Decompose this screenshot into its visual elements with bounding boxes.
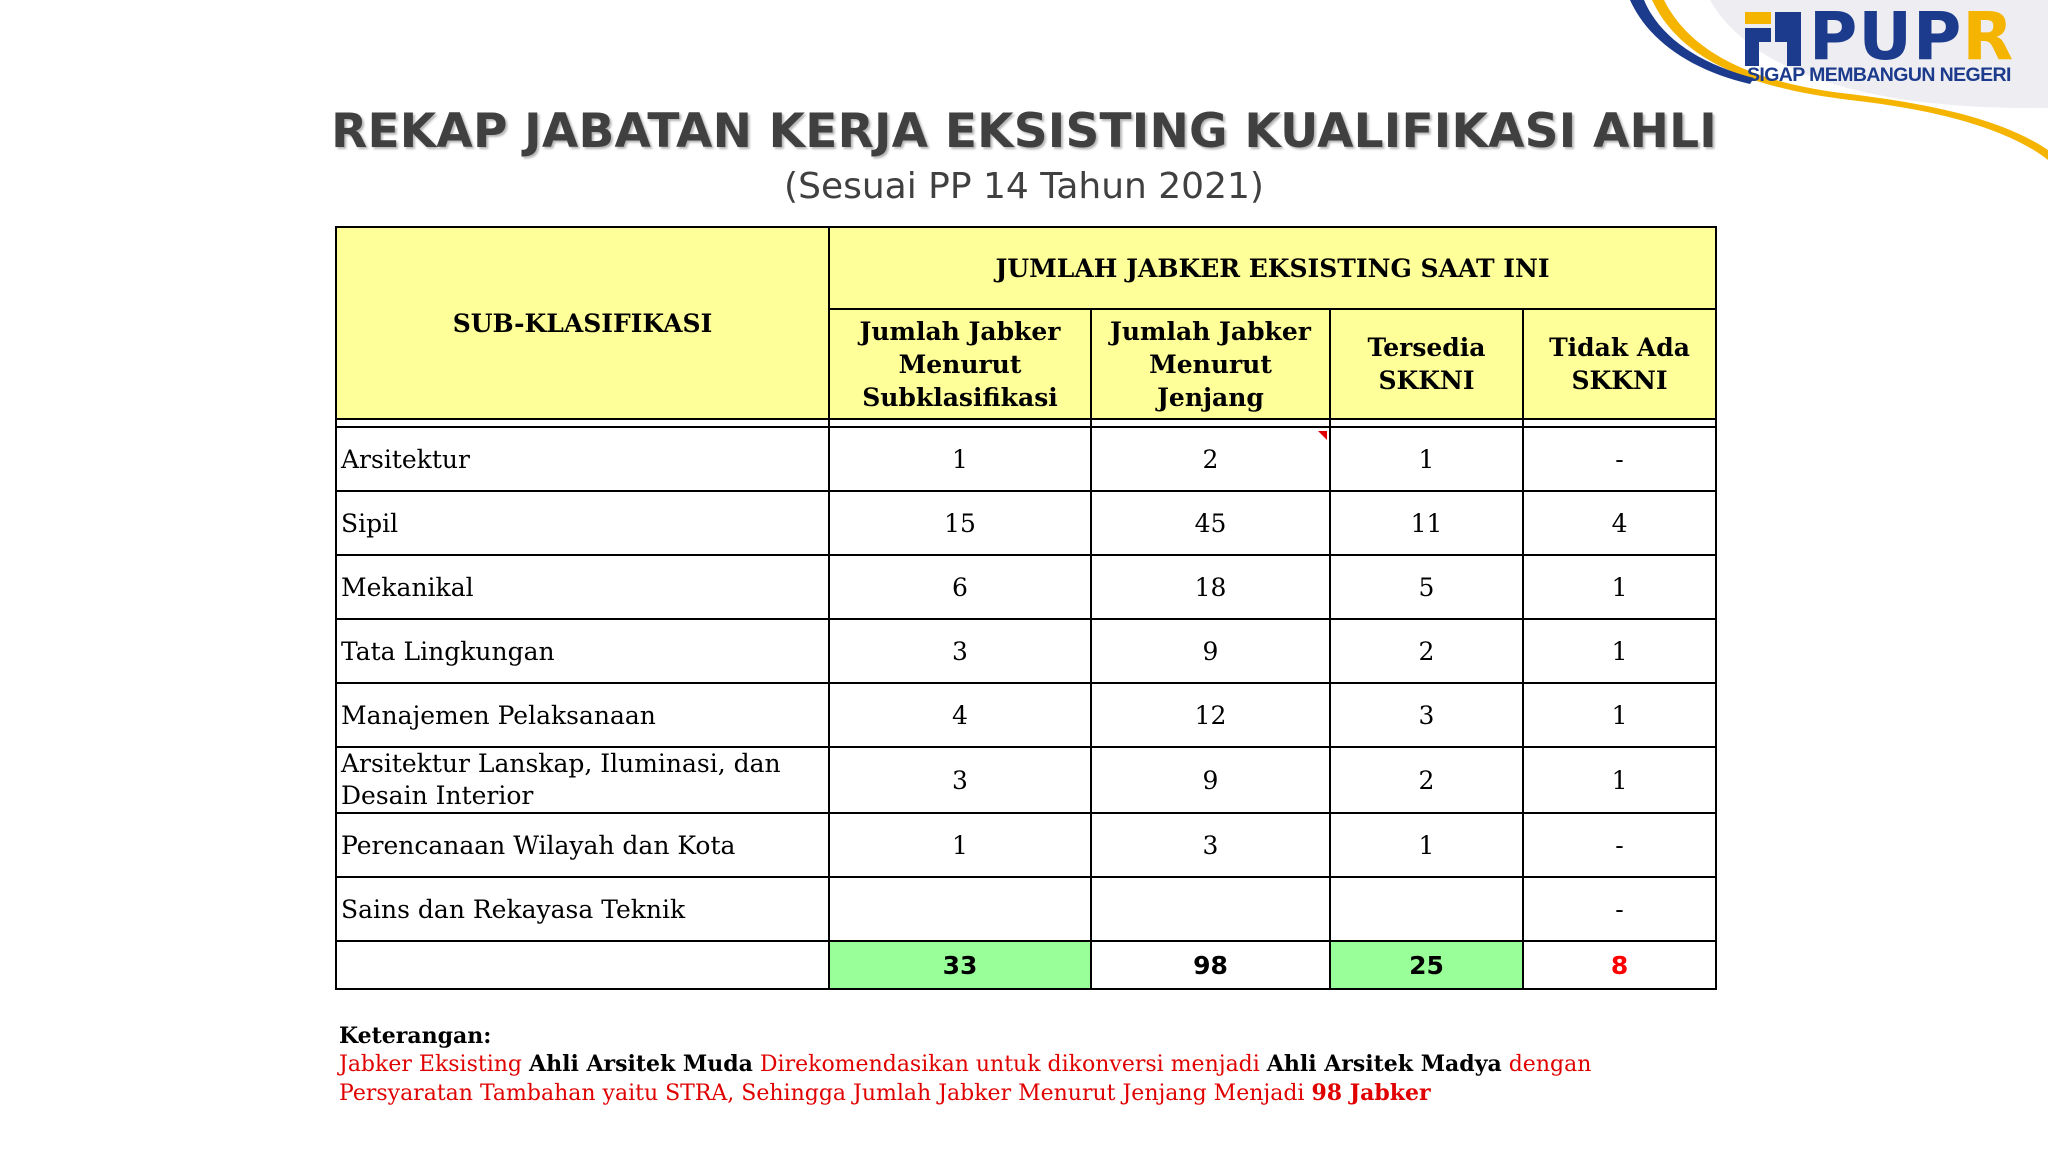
- row-name: Perencanaan Wilayah dan Kota: [336, 813, 829, 877]
- pupr-logo: [1745, 0, 2035, 88]
- cell-tidak-ada-skkni: 1: [1523, 683, 1716, 747]
- table-row: [336, 555, 1716, 619]
- cell-jenjang: 3: [1091, 813, 1330, 877]
- pupr-emblem-icon: [1745, 12, 1801, 66]
- header-col-subklasifikasi: Jumlah Jabker Menurut Subklasifikasi: [829, 309, 1091, 419]
- cell-tidak-ada-skkni: -: [1523, 877, 1716, 941]
- cell-tersedia-skkni: [1330, 877, 1523, 941]
- total-subklasifikasi: 33: [829, 941, 1091, 989]
- cell-subklasifikasi: 3: [829, 747, 1091, 813]
- cell-tidak-ada-skkni: 4: [1523, 491, 1716, 555]
- total-jenjang: 98: [1091, 941, 1330, 989]
- table-row: [336, 619, 1716, 683]
- cell-subklasifikasi: [829, 877, 1091, 941]
- cell-tersedia-skkni: 3: [1330, 683, 1523, 747]
- table-row: [336, 427, 1716, 491]
- comment-marker-icon: [1318, 431, 1327, 440]
- cell-subklasifikasi: 6: [829, 555, 1091, 619]
- cell-tidak-ada-skkni: 1: [1523, 555, 1716, 619]
- cell-subklasifikasi: 1: [829, 813, 1091, 877]
- row-name: Sipil: [336, 491, 829, 555]
- cell-subklasifikasi: 4: [829, 683, 1091, 747]
- cell-tersedia-skkni: 1: [1330, 427, 1523, 491]
- header-col-tersedia-skkni: Tersedia SKKNI: [1330, 309, 1523, 419]
- header-spacer-row: [336, 419, 1716, 427]
- total-tidak-ada-skkni: 8: [1523, 941, 1716, 989]
- row-name: Tata Lingkungan: [336, 619, 829, 683]
- pupr-tagline: SIGAP MEMBANGUN NEGERI: [1747, 64, 2011, 86]
- total-tersedia-skkni: 25: [1330, 941, 1523, 989]
- cell-tidak-ada-skkni: -: [1523, 427, 1716, 491]
- cell-jenjang: 9: [1091, 747, 1330, 813]
- notes-heading: Keterangan:: [339, 1023, 492, 1049]
- notes-block: [339, 1022, 1839, 1108]
- page-subtitle: (Sesuai PP 14 Tahun 2021): [784, 166, 1264, 207]
- cell-jenjang: [1091, 877, 1330, 941]
- header-sub-klasifikasi: SUB-KLASIFIKASI: [336, 227, 829, 419]
- total-row: [336, 941, 1716, 989]
- cell-tidak-ada-skkni: -: [1523, 813, 1716, 877]
- row-name: Arsitektur Lanskap, Iluminasi, dan Desain Interior: [336, 747, 829, 813]
- header-col-tidak-ada-skkni: Tidak Ada SKKNI: [1523, 309, 1716, 419]
- row-name: Sains dan Rekayasa Teknik: [336, 877, 829, 941]
- cell-tersedia-skkni: 1: [1330, 813, 1523, 877]
- cell-subklasifikasi: 15: [829, 491, 1091, 555]
- cell-tidak-ada-skkni: 1: [1523, 619, 1716, 683]
- table-row: [336, 747, 1716, 813]
- row-name: Arsitektur: [336, 427, 829, 491]
- cell-tersedia-skkni: 5: [1330, 555, 1523, 619]
- cell-tersedia-skkni: 11: [1330, 491, 1523, 555]
- table-row: [336, 683, 1716, 747]
- header-jumlah-jabker-eksisting: JUMLAH JABKER EKSISTING SAAT INI: [829, 227, 1716, 309]
- cell-jenjang: 12: [1091, 683, 1330, 747]
- row-name: Mekanikal: [336, 555, 829, 619]
- table-row: [336, 813, 1716, 877]
- header-col-jenjang: Jumlah Jabker Menurut Jenjang: [1091, 309, 1330, 419]
- cell-jenjang: 45: [1091, 491, 1330, 555]
- cell-subklasifikasi: 1: [829, 427, 1091, 491]
- notes-line-1: Jabker Eksisting Ahli Arsitek Muda Direkomendasikan untuk dikonversi menjadi Ahli Arsitek Madya dengan: [339, 1051, 1592, 1077]
- row-name: Manajemen Pelaksanaan: [336, 683, 829, 747]
- cell-tersedia-skkni: 2: [1330, 747, 1523, 813]
- cell-jenjang: 18: [1091, 555, 1330, 619]
- rekap-table: [335, 226, 1717, 990]
- table-row: [336, 877, 1716, 941]
- total-label-cell: [336, 941, 829, 989]
- cell-jenjang: 2: [1091, 427, 1330, 491]
- page-title: REKAP JABATAN KERJA EKSISTING KUALIFIKASI AHLI: [331, 104, 1717, 159]
- pupr-wordmark: PUPR: [1809, 0, 2015, 75]
- cell-tersedia-skkni: 2: [1330, 619, 1523, 683]
- cell-subklasifikasi: 3: [829, 619, 1091, 683]
- notes-line-2: Persyaratan Tambahan yaitu STRA, Sehingga Jumlah Jabker Menurut Jenjang Menjadi 98 Jabker: [339, 1080, 1431, 1106]
- table-row: [336, 491, 1716, 555]
- cell-tidak-ada-skkni: 1: [1523, 747, 1716, 813]
- cell-jenjang: 9: [1091, 619, 1330, 683]
